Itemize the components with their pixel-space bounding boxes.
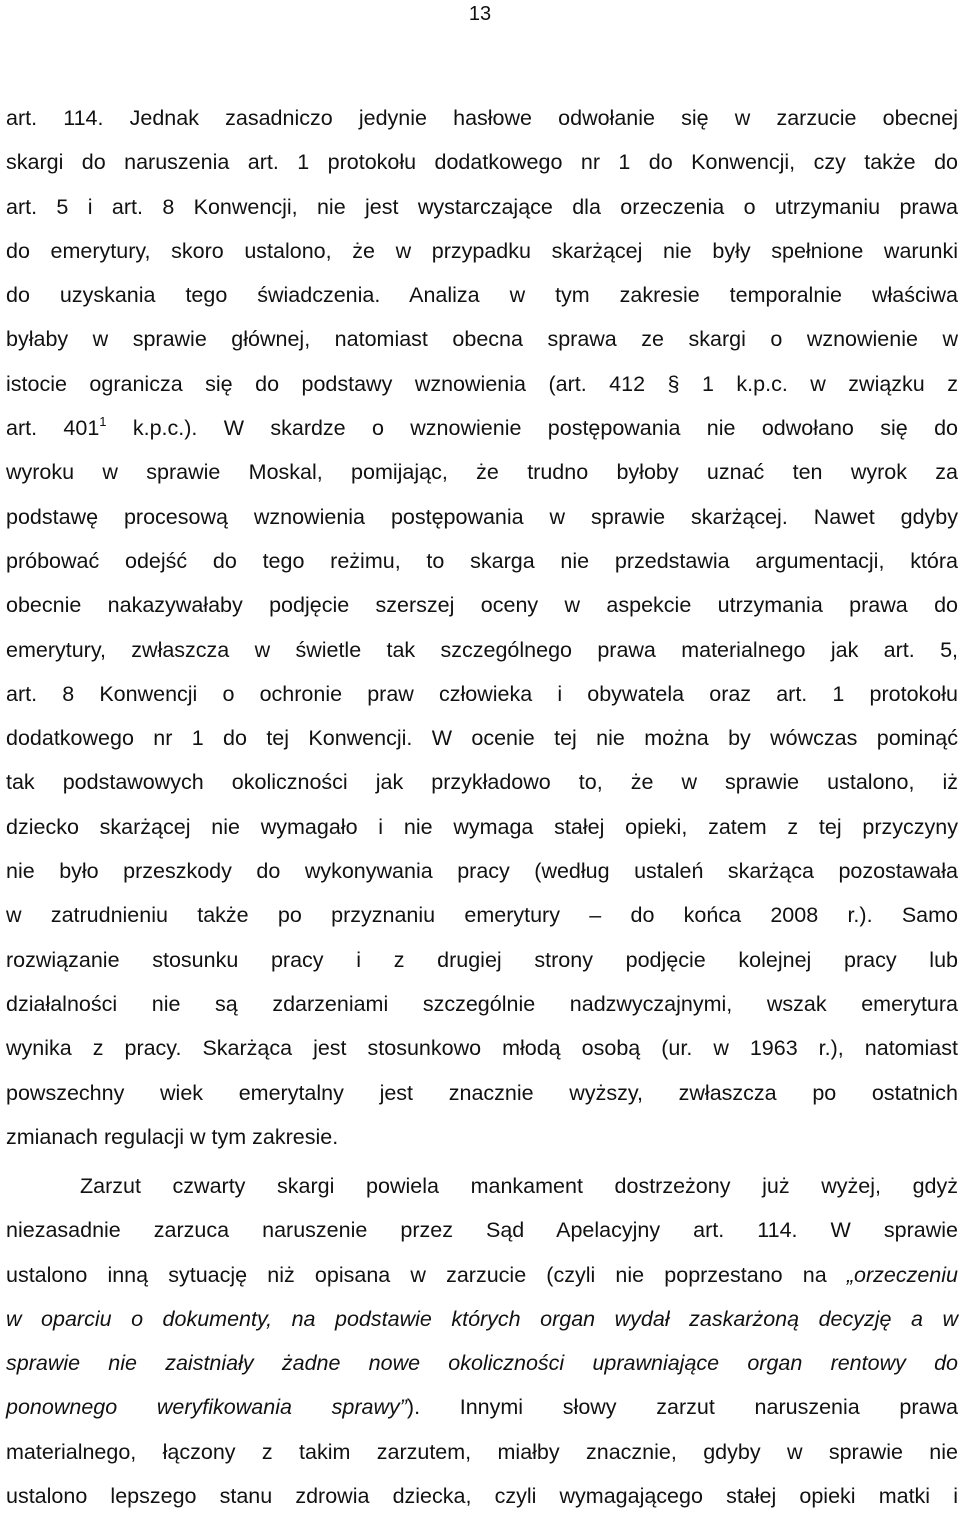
text-line (6, 1297, 958, 1341)
text-line: działalności nie są zdarzeniami szczególnie nadzwyczajnymi, wszak emerytura (6, 991, 958, 1016)
text-line (6, 1341, 958, 1385)
text-line: do uzyskania tego świadczenia. Analiza w tym zakresie temporalnie właściwa (6, 283, 958, 308)
text-line: do emerytury, skoro ustalono, że w przypadku skarżącej nie były spełnione warunki (6, 238, 958, 263)
text-line: dodatkowego nr 1 do tej Konwencji. W ocenie tej nie można by wówczas pominąć (6, 726, 958, 751)
text-line: rozwiązanie stosunku pracy i z drugiej strony podjęcie kolejnej pracy lub (6, 947, 958, 972)
paragraph-1 (6, 96, 958, 1159)
page-number: 13 (468, 3, 492, 25)
text-line: art. 114. Jednak zasadniczo jedynie hasłowe odwołanie się w zarzucie obecnej (6, 106, 958, 130)
text-line (6, 406, 958, 450)
text-line: materialnego, łączony z takim zarzutem, miałby znacznie, gdyby w sprawie nie (6, 1439, 958, 1464)
text-line: nie było przeszkody do wykonywania pracy (według ustaleń skarżąca pozostawała (6, 859, 958, 884)
text-line: Zarzut czwarty skargi powiela mankament dostrzeżony już wyżej, gdyż (80, 1174, 958, 1198)
quoted-text: sprawie nie zaistniały żadne nowe okoliczności uprawniające organ rentowy do (6, 1351, 958, 1376)
text-line: powszechny wiek emerytalny jest znacznie wyższy, zwłaszcza po ostatnich (6, 1080, 958, 1105)
quoted-text: „orzeczeniu (846, 1262, 958, 1287)
text-line: zmianach regulacji w tym zakresie. (6, 1124, 339, 1149)
text-segment: ustalono inną sytuację niż opisana w zarzucie (czyli nie poprzestano na (6, 1262, 847, 1287)
text-line: byłaby w sprawie głównej, natomiast obecna sprawa ze skargi o wznowienie w (6, 327, 958, 352)
text-line (6, 1253, 958, 1297)
text-line: dziecko skarżącej nie wymagało i nie wymaga stałej opieki, zatem z tej przyczyny (6, 814, 958, 839)
paragraph-2 (6, 1164, 958, 1518)
text-line: istocie ogranicza się do podstawy wznowienia (art. 412 § 1 k.p.c. w związku z (6, 371, 958, 396)
text-line: art. 8 Konwencji o ochronie praw człowieka i obywatela oraz art. 1 protokołu (6, 681, 958, 706)
text-line: obecnie nakazywałaby podjęcie szerszej oceny w aspekcie utrzymania prawa do (6, 593, 958, 618)
text-line: wynika z pracy. Skarżąca jest stosunkowo młodą osobą (ur. w 1963 r.), natomiast (6, 1036, 958, 1061)
text-line: próbować odejść do tego reżimu, to skarga nie przedstawia argumentacji, która (6, 548, 958, 573)
text-segment: ). Innymi słowy zarzut naruszenia prawa (406, 1395, 958, 1420)
quoted-text: ponownego weryfikowania sprawy” (6, 1395, 407, 1420)
text-line: ustalono lepszego stanu zdrowia dziecka, czyli wymagającego stałej opieki matki i (6, 1484, 958, 1509)
superscript: 1 (99, 414, 107, 430)
text-line: tak podstawowych okoliczności jak przykładowo to, że w sprawie ustalono, iż (6, 770, 958, 795)
text-segment: k.p.c.). W skardze o wznowienie postępowania nie odwołano się do (106, 416, 958, 441)
quoted-text: w oparciu o dokumenty, na podstawie których organ wydał zaskarżoną decyzję a w (6, 1306, 958, 1331)
article-reference: art. 401 (6, 416, 100, 441)
text-line: podstawę procesową wznowienia postępowania w sprawie skarżącej. Nawet gdyby (6, 504, 958, 529)
text-line: emerytury, zwłaszcza w świetle tak szczególnego prawa materialnego jak art. 5, (6, 637, 958, 662)
text-line: wyroku w sprawie Moskal, pomijając, że trudno byłoby uznać ten wyrok za (6, 460, 958, 485)
text-line: art. 5 i art. 8 Konwencji, nie jest wystarczające dla orzeczenia o utrzymaniu prawa (6, 194, 958, 219)
text-line: skargi do naruszenia art. 1 protokołu dodatkowego nr 1 do Konwencji, czy także do (6, 150, 958, 175)
text-line: w zatrudnieniu także po przyznaniu emerytury – do końca 2008 r.). Samo (6, 903, 958, 928)
text-line: niezasadnie zarzuca naruszenie przez Sąd Apelacyjny art. 114. W sprawie (6, 1218, 958, 1243)
text-line (6, 1385, 958, 1429)
